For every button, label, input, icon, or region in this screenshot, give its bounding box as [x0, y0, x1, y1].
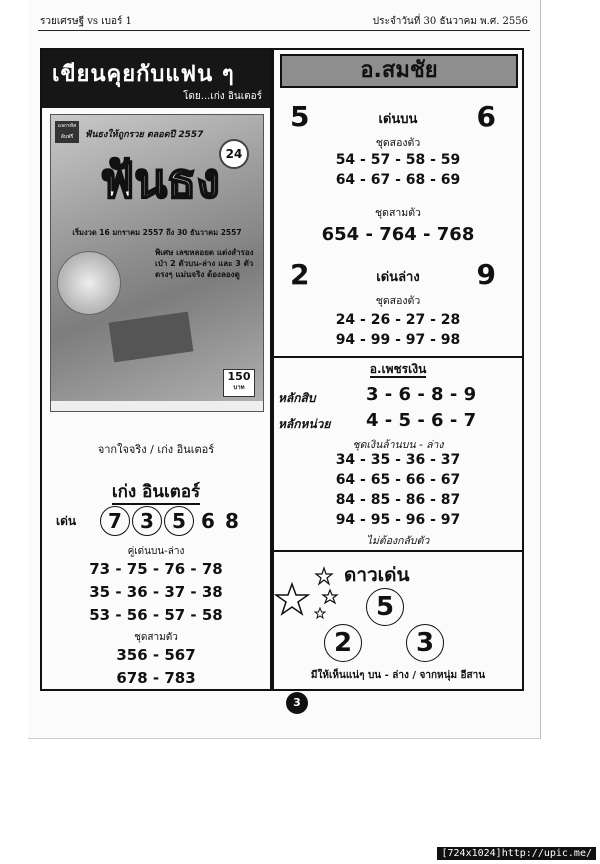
triples-label: ชุดสามตัว — [134, 632, 178, 643]
section-divider — [274, 356, 522, 358]
triples-row: 678 - 783 — [116, 669, 196, 687]
no-reverse-note: ไม่ต้องกลับตัว — [366, 535, 430, 547]
right-banner: อ.สมชัย — [280, 54, 518, 88]
lead-digit: 3 — [132, 506, 162, 536]
lead-digit: 6 — [201, 509, 215, 533]
pairs-row: 73 - 75 - 76 - 78 — [89, 560, 223, 578]
bottom-lead-label: เด่นล่าง — [376, 270, 420, 285]
poster-price — [223, 369, 255, 397]
star-digit: 3 — [406, 624, 444, 662]
top-pairs-row: 54 - 57 - 58 - 59 — [335, 152, 461, 168]
poster-image — [50, 114, 264, 412]
money-row: 34 - 35 - 36 - 37 — [335, 452, 461, 468]
pairs-row: 35 - 36 - 37 - 38 — [89, 583, 223, 601]
bottom-pairs-row: 24 - 26 - 27 - 28 — [335, 312, 461, 328]
poster-disc — [57, 251, 121, 315]
top-pairs-row: 64 - 67 - 68 - 69 — [335, 172, 461, 188]
top-triples-row: 654 - 764 - 768 — [321, 224, 475, 245]
header-rule — [38, 30, 530, 31]
money-row: 84 - 85 - 86 - 87 — [335, 492, 461, 508]
top-lead-label: เด่นบน — [378, 112, 418, 127]
units-digits: 4 - 5 - 6 - 7 — [366, 410, 477, 431]
poster-tagline: ฟันธงให้ถูกรวย ตลอดปี 2557 — [85, 130, 204, 140]
stars-icon — [274, 562, 354, 632]
triples-row: 356 - 567 — [116, 646, 196, 664]
units-row — [278, 410, 518, 432]
left-banner-title: เขียนคุยกับแฟน ๆ — [52, 62, 235, 87]
top-pairs-label: ชุดสองตัว — [375, 137, 421, 149]
tens-label: หลักสิบ — [278, 391, 316, 405]
newspaper-page — [28, 0, 541, 739]
lead-label: เด่น — [56, 514, 77, 528]
content-frame — [40, 48, 524, 691]
star-digit: 2 — [324, 624, 362, 662]
bottom-lead-row — [274, 258, 522, 294]
page-number: 3 — [286, 692, 308, 714]
image-size-stamp: [724x1024]http://upic.me/ — [437, 847, 596, 860]
poster-promo: พิเศษ เลขหลอยด แต่งสำรองเป่า 2 ตัวบน-ล่าง และ 3 ตัวตรงๆ แม่นจริง ต้องลองดู — [155, 248, 254, 279]
tens-row — [278, 384, 518, 406]
columnist-name-text: เก่ง อินเตอร์ — [112, 482, 200, 505]
lead-digits — [100, 506, 244, 538]
bottom-lead-number-1: 2 — [290, 258, 310, 291]
pairs-label: คู่เด่นบน-ล่าง — [127, 546, 185, 557]
bottom-lead-number-2: 9 — [476, 258, 496, 291]
poster-logo: ฟันธง — [100, 153, 220, 209]
header-left: รวยเศรษฐี vs เบอร์ 1 — [40, 16, 132, 27]
star-footer: มีให้เห็นแน่ๆ บน - ล่าง / จากหนุ่ม อีสาน — [310, 670, 486, 681]
section2-title — [274, 360, 522, 379]
left-column — [42, 50, 270, 689]
money-row: 64 - 65 - 66 - 67 — [335, 472, 461, 488]
left-banner-byline: โดย...เก่ง อินเตอร์ — [183, 91, 262, 102]
money-label: ชุดเงินล้านบน - ล่าง — [352, 439, 444, 451]
money-row: 94 - 95 - 96 - 97 — [335, 512, 461, 528]
poster-dates: เริ่มงวด 16 มกราคม 2557 ถึง 30 ธันวาคม 2557 — [72, 228, 242, 237]
top-lead-row — [274, 100, 522, 136]
section-divider — [274, 550, 522, 552]
star-digit: 5 — [366, 588, 404, 626]
poster-tag: แจกรหัสลับฟรี — [55, 121, 79, 143]
lead-digit: 7 — [100, 506, 130, 536]
left-banner — [42, 50, 270, 108]
tens-digits: 3 - 6 - 8 - 9 — [366, 384, 477, 405]
units-label: หลักหน่วย — [278, 417, 331, 431]
section2-title-text: อ.เพชรเงิน — [369, 362, 427, 376]
lead-digit: 8 — [225, 509, 239, 533]
lead-digit: 5 — [164, 506, 194, 536]
poster-footer-strip — [51, 401, 263, 411]
poster-price-unit: บาท — [233, 384, 245, 391]
bottom-pairs-label: ชุดสองตัว — [375, 295, 421, 307]
star-title: ดาวเด่น — [344, 564, 410, 586]
header-right: ประจำวันที่ 30 ธันวาคม พ.ศ. 2556 — [372, 16, 528, 27]
bottom-pairs-row: 94 - 99 - 97 - 98 — [335, 332, 461, 348]
top-triples-label: ชุดสามตัว — [375, 207, 421, 219]
poster-price-value: 150 — [227, 370, 251, 383]
right-column — [274, 50, 522, 689]
poster-graphic — [109, 312, 194, 363]
top-lead-number-1: 5 — [290, 100, 310, 133]
columnist-name — [42, 478, 270, 505]
poster-badge: 24 — [219, 139, 249, 169]
top-lead-number-2: 6 — [476, 100, 496, 133]
pairs-row: 53 - 56 - 57 - 58 — [89, 606, 223, 624]
from-line: จากใจจริง / เก่ง อินเตอร์ — [97, 443, 215, 456]
